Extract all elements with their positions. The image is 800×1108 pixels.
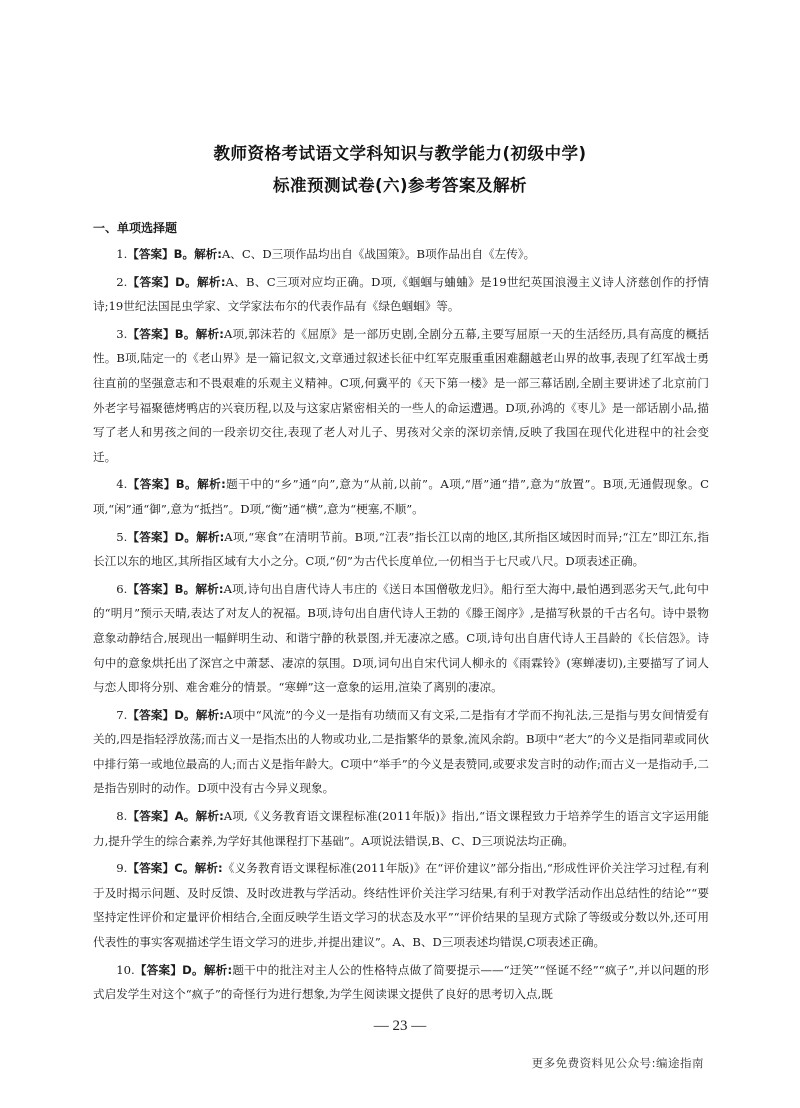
explanation-text: A项,诗句出自唐代诗人韦庄的《送日本国僧敬龙归》。船行至大海中,最怕遇到恶劣天气,此句中的“明月”预示天晴,表达了对友人的祝福。B项,诗句出自唐代诗人王勃的《滕王阁序》,是描写秋景的千古名句。诗中景物意象动静结合,展现出一幅鲜明生动、和谐宁静的秋景图,并无凄凉之感。C项,诗句出自唐代诗人王昌龄的《长信怨》。诗句中的意象烘托出了深宫之中萧瑟、凄凉的氛围。D项,词句出自宋代词人柳永的《雨霖铃》(寒蝉凄切),主要描写了词人与恋人即将分别、难舍难分的情景。“寒蝉”这一意象的运用,渲染了离别的凄凉。 [93,581,709,695]
answer-tag: 【答案】 [127,861,175,876]
answer-tag: 【答案】 [127,809,175,824]
explanation-label: 解析: [194,247,222,261]
answer-tag: 【答案】 [127,477,176,492]
explanation-text: 《义务教育语文课程标准(2011年版)》在“评价建议”部分指出,“形成性评价关注学习过程,有利于及时揭示问题、及时反馈、及时改进教与学活动。终结性评价关注学习结果,有利于对教学活动作出总结性的结论”“要坚持定性评价和定量评价相结合,全面反映学生语文学习的状态及水平”“评价结果的呈现方式除了等级或分数以外,还可用代表性的事实客观描述学生语文学习的进步,并提出建议”。A、B、D三项表述均错误,C项表述正确。 [93,861,709,950]
answer-item [93,270,709,319]
answer-tag: 【答案】 [127,326,175,341]
explanation-text: A、C、D三项作品均出自《战国策》。B项作品出自《左传》。 [221,247,536,261]
answer-choice: B。 [173,247,195,261]
explanation-text: A、B、C三项对应均正确。D项,《蝈蝈与蛐蛐》是19世纪英国浪漫主义诗人济慈创作的抒情诗;19世纪法国昆虫学家、文学家法布尔的代表作品有《绿色蝈蝈》等。 [93,274,710,314]
answer-tag: 【答案】 [127,581,175,596]
explanation-label: 解析: [197,274,226,289]
answer-item [93,472,709,521]
answer-choice: C。 [174,861,195,876]
section-heading: 一、单项选择题 [93,221,178,235]
explanation-label: 解析: [195,581,224,596]
explanation-text: A项中“风流”的今义一是指有功绩而又有文采,二是指有才学而不拘礼法,三是指与男女间情爱有关的,四是指轻浮放荡;而古义一是指杰出的人物或功业,二是指繁华的景象,流风余韵。B项中“老大”的今义是指同辈或同伙中排行第一或地位最高的人;而古义是指年龄大。C项中“举手”的今义是表赞同,或要求发言时的动作;而古义一是指动手,二是指告别时的动作。D项中没有古今异义现象。 [93,707,709,796]
answer-choice: B。 [174,581,196,596]
explanation-text: 题干中的“乡”通“向”,意为“从前,以前”。A项,“厝”通“措”,意为“放置”。B项,无通假现象。C项,“闲”通“御”,意为“抵挡”。D项,“衡”通“横”,意为“梗塞,不顺”。 [93,477,709,516]
explanation-label: 解析: [203,962,233,977]
answer-choice: D。 [182,962,204,977]
answer-choice: D。 [175,274,198,289]
answer-item [93,958,709,1007]
question-number: 9. [116,861,128,876]
answer-choice: A。 [174,809,196,824]
answer-item [93,242,709,267]
explanation-text: 题干中的批注对主人公的性格特点做了简要提示——“迂笑”“怪诞不经”“疯子”,并以问题的形式启发学生对这个“疯子”的奇怪行为进行想象,为学生阅读课文提供了良好的思考切入点,既 [93,962,709,1002]
page-number: — 23 — [373,1018,427,1034]
answer-item [93,322,709,470]
explanation-label: 解析: [194,861,223,876]
question-number: 2. [116,274,128,289]
explanation-text: A项,《义务教育语文课程标准(2011年版)》指出,“语文课程致力于培养学生的语言文字运用能力,提升学生的综合素养,为学好其他课程打下基础”。A项说法错误,B、C、D三项说法均正确。 [93,809,709,848]
document-title: 教师资格考试语文学科知识与教学能力(初级中学) [213,144,587,163]
question-list [93,242,709,1007]
answer-choice: B。 [175,477,198,492]
question-number: 1. [116,247,128,261]
question-number: 3. [116,326,128,341]
answer-item [93,577,709,700]
explanation-label: 解析: [195,809,224,824]
answer-tag: 【答案】 [127,529,175,544]
answer-item [93,703,709,801]
answer-tag: 【答案】 [134,962,183,977]
question-number: 7. [116,707,128,722]
title-block [0,138,800,202]
answer-choice: D。 [174,529,197,544]
question-number: 10. [116,962,135,977]
explanation-label: 解析: [195,707,224,722]
answer-choice: D。 [174,707,196,722]
question-number: 8. [116,809,128,824]
answer-choice: B。 [174,326,196,341]
explanation-label: 解析: [197,477,226,492]
document-subtitle: 标准预测试卷(六)参考答案及解析 [272,176,528,195]
answer-item [93,856,709,954]
explanation-label: 解析: [196,529,225,544]
explanation-text: A项,郭沫若的《屈原》是一部历史剧,全剧分五幕,主要写屈原一天的生活经历,具有高度的概括性。B项,陆定一的《老山界》是一篇记叙文,文章通过叙述长征中红军克服重重困难翻越老山界的故事,表现了红军战士勇往直前的坚强意志和不畏艰难的乐观主义精神。C项,何冀平的《天下第一楼》是一部三幕话剧,全剧主要讲述了北京前门外老字号福聚德烤鸭店的兴衰历程,以及与这家店紧密相关的一些人的命运遭遇。D项,孙鸿的《枣儿》是一部话剧小品,描写了老人和男孩之间的一段亲切交往,表现了老人对儿子、男孩对父亲的深切亲情,反映了我国在现代化进程中的社会变迁。 [93,326,709,464]
answer-tag: 【答案】 [127,247,174,261]
question-number: 4. [116,477,128,492]
question-number: 6. [116,581,128,596]
explanation-label: 解析: [195,326,224,341]
answer-content [93,216,709,1010]
explanation-text: A项,“寒食”在清明节前。B项,“江表”指长江以南的地区,其所指区域因时而异;“江左”即江东,指长江以东的地区,其所指区域有大小之分。C项,“仞”为古代长度单位,一仞相当于七尺或八尺。D项表述正确。 [93,529,709,569]
footer-note: 更多免费资料见公众号:编途指南 [531,1056,704,1070]
answer-item [93,525,709,574]
answer-tag: 【答案】 [127,707,175,722]
answer-item [93,804,709,853]
question-number: 5. [116,529,128,544]
answer-tag: 【答案】 [127,274,176,289]
